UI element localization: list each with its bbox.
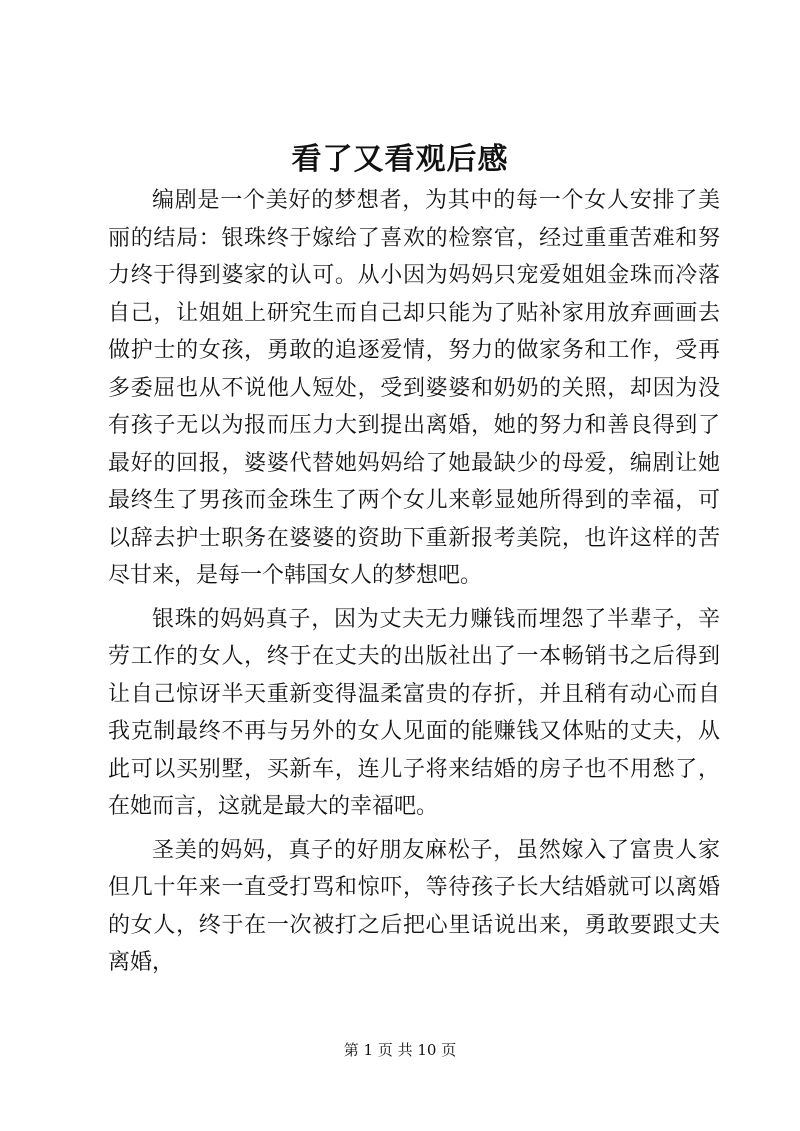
paragraph-3: 圣美的妈妈，真子的好朋友麻松子，虽然嫁入了富贵人家但几十年来一直受打骂和惊吓，等待孩子长大结婚就可以离婚的女人，终于在一次被打之后把心里话说出来，勇敢要跟丈夫离婚， <box>108 837 720 975</box>
page-number-footer: 第 1 页 共 10 页 <box>343 1041 457 1059</box>
document-title: 看了又看观后感 <box>291 142 509 177</box>
paragraph-1: 编剧是一个美好的梦想者，为其中的每一个女人安排了美丽的结局：银珠终于嫁给了喜欢的检察官，经过重重苦难和努力终于得到婆家的认可。从小因为妈妈只宠爱姐姐金珠而冷落自己，让姐姐上研究生而自己却只能为了贴补家用放弃画画去做护士的女孩，勇敢的追逐爱情，努力的做家务和工作，受再多委屈也从不说他人短处，受到婆婆和奶奶的关照，却因为没有孩子无以为报而压力大到提出离婚，她的努力和善良得到了最好的回报，婆婆代替她妈妈给了她最缺少的母爱，编剧让她最终生了男孩而金珠生了两个女儿来彰显她所得到的幸福，可以辞去护士职务在婆婆的资助下重新报考美院，也许这样的苦尽甘来，是每一个韩国女人的梦想吧。 <box>108 188 720 588</box>
document-body <box>108 182 720 982</box>
paragraph-2: 银珠的妈妈真子，因为丈夫无力赚钱而埋怨了半辈子，辛劳工作的女人，终于在丈夫的出版社出了一本畅销书之后得到让自己惊讶半天重新变得温柔富贵的存折，并且稍有动心而自我克制最终不再与另外的女人见面的能赚钱又体贴的丈夫，从此可以买别墅，买新车，连儿子将来结婚的房子也不用愁了，在她而言，这就是最大的幸福吧。 <box>108 606 720 819</box>
